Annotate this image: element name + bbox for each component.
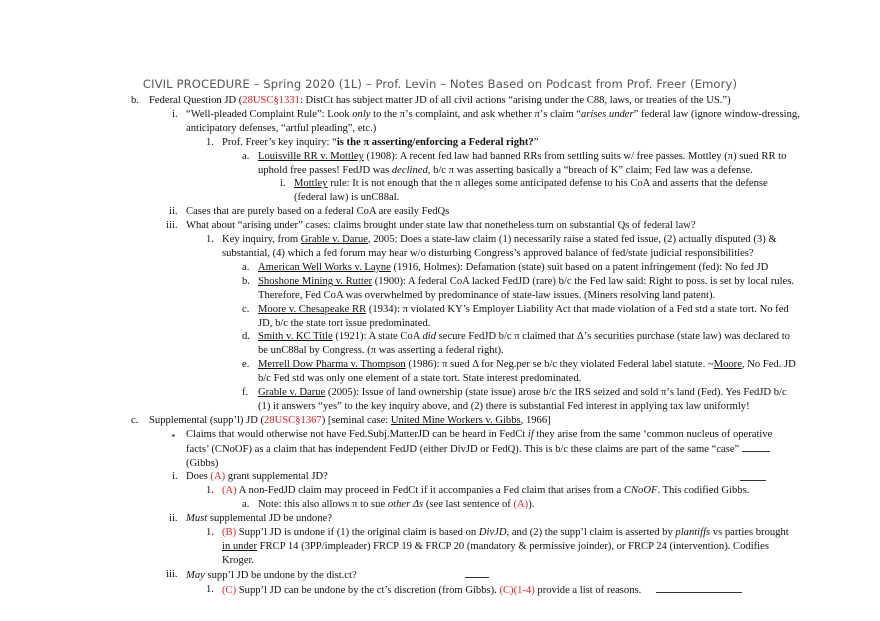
fill-in-blank [656,583,742,593]
list-marker: 1. [206,583,214,595]
outline-item-b-iii-1-a: a. American Well Works v. Layne (1916, Holmes): Defamation (state) suit based on a patent infringement (fed): No fed JD [242,261,769,273]
case-name: Moore v. Chesapeake RR [258,303,367,315]
list-marker: iii. [166,220,178,232]
subsection-ref: (A) [222,485,237,497]
outline-item-c-iii-1: 1. (C) Supp’l JD can be undone by the ct’s discretion (from Gibbs). (C)(1-4) provide a list of reasons. [0,583,880,598]
outline-item-b-iii-1-c: c. Moore v. Chesapeake RR (1934): π violated KY’s Employer Liability Act that made violation of a Fed std a state tort. No fed JD, b/c the state tort issue predominated. [242,303,789,329]
outline-item-c-bullet: ▪ Claims that would otherwise not have Fed.Subj.MatterJD can be heard in FedCt if they arise from the same ‘common nucleus of operative facts’ (CNoOF) as a claim that has independent FedJD (either DivJD or FedQ). This is b/c these claims are part of the same “case” (Gibbs) [172,428,773,469]
subsection-ref: (C) [222,584,237,596]
outline-item-b-i-1: 1. Prof. Freer’s key inquiry: “is the π asserting/enforcing a Federal right?” [206,136,539,148]
outline-item-c-ii: ii. Must supplemental JD be undone? [169,513,332,525]
statute-citation: 28USC§1367 [264,414,322,426]
outline-item-c-i-1-a: a. Note: this also allows π to sue other Δs (see last sentence of (A)). [242,499,535,511]
case-name: United Mine Workers v. Gibbs [390,414,521,426]
list-marker: c. [242,303,250,315]
outline-item-b-iii-1-b: b. Shoshone Mining v. Rutter (1900): A federal CoA lacked FedJD (rare) b/c the Fed law said: Right to poss. is set by local rules. Therefore, Fed CoA was overwhelmed by predominance of state-law issues. (Miners resolving land patent). [242,275,794,301]
outline-body [0,94,880,598]
outline-item-b-i-1-a-i: i. Mottley rule: It is not enough that the π alleges some anticipated defense to his CoA and asserts that the defense (federal law) is unC88al. [280,178,768,204]
list-marker: a. [242,499,250,511]
outline-item-c-i-1: 1. (A) A non-FedJD claim may proceed in FedCt if it accompanies a Fed claim that arises from a CNoOF. This codified Gibbs. [206,485,750,497]
fill-in-blank [742,442,770,452]
outline-item-b: b. Federal Question JD (28USC§1331: DistCt has subject matter JD of all civil actions “arising under the C88, laws, or treaties of the US.”) [131,95,731,106]
list-marker: d. [242,331,250,343]
subsection-ref: (A) [210,471,226,483]
list-marker: 1. [206,485,214,497]
case-name: Louisville RR v. Mottley [258,150,364,162]
case-name: Grable v. Darue [258,387,326,399]
list-marker: 1. [206,136,214,148]
list-marker: ii. [169,206,178,218]
fill-in-blank [465,568,489,578]
list-marker: c. [131,414,139,426]
list-marker: iii. [166,568,178,580]
outline-item-b-iii-1-e: e. Merrell Dow Pharma v. Thompson (1986): π sued Δ for Neg.per se b/c they violated Federal label statute. ~Moore, No Fed. JD b/c Fed std was only one element of a state tort. State interest predominated. [242,359,796,385]
outline-item-b-ii: ii. Cases that are purely based on a federal CoA are easily FedQs [169,206,450,218]
outline-item-b-i: i. “Well-pleaded Complaint Rule”: Look only to the π’s complaint, and ask whether π’s claim “arises under” federal law (ignore window-dressing, anticipatory defenses, “artful pleading”, etc.) [172,108,800,134]
subsection-ref: (A) [513,499,529,511]
outline-item-c: c. Supplemental (supp’l) JD (28USC§1367) [seminal case: United Mine Workers v. Gibbs, 1966] [131,414,551,426]
list-marker: a. [242,150,250,162]
outline-item-c-iii: iii. May supp’l JD be undone by the dist.ct? [0,568,880,583]
list-marker: a. [242,261,250,273]
list-marker: b. [242,275,250,287]
list-marker: 1. [206,527,214,539]
list-marker: f. [242,387,249,399]
list-marker: 1. [206,234,214,246]
outline-item-c-ii-1: 1. (B) Supp’l JD is undone if (1) the original claim is based on DivJD, and (2) the supp’l claim is asserted by plantiffs vs parties brought in under FRCP 14 (3PP/impleader) FRCP 19 & FRCP 20 (mandatory & permissive joinder), or FRCP 24 (intervention). Codifies Kroger. [206,527,789,566]
list-marker: e. [242,359,250,371]
subsection-ref: (C)(1-4) [499,584,535,596]
outline-item-b-iii-1-f: f. Grable v. Darue (2005): Issue of land ownership (state issue) arose b/c the IRS seized and sold π’s land (Fed). Yes FedJD b/c (1) it answers “yes” to the key inquiry above, and (2) there is substantial Fed interest in applying tax law uniformly! [242,387,787,412]
case-name: Shoshone Mining v. Rutter [258,275,373,287]
subsection-ref: (B) [222,527,237,539]
list-marker: i. [172,471,178,483]
list-marker: b. [131,95,139,106]
case-name: Mottley [294,178,328,190]
statute-citation: 28USC§1331 [242,95,300,106]
outline-item-b-i-1-a: a. Louisville RR v. Mottley (1908): A recent fed law had banned RRs from settling suits w/ free passes. Mottley (π) sued RR to uphold free passes! FedJD was declined, b/c π was asserting basically a “breach of K” claim; Fed law was a defense. [242,150,787,176]
list-marker: i. [172,108,178,120]
outline-item-b-iii-1: 1. Key inquiry, from Grable v. Darue, 2005: Does a state-law claim (1) necessarily raise a stated fed issue, (2) actually disputed (3) & substantial, (4) which a fed forum may hear w/o disturbing Congress’s approved balance of fed/state judicial responsibilities? [206,234,777,259]
list-marker: ii. [169,513,178,525]
fill-in-blank [740,471,766,481]
case-name: Merrell Dow Pharma v. Thompson [258,359,406,371]
case-name: Grable v. Darue [300,234,369,246]
page-header: CIVIL PROCEDURE – Spring 2020 (1L) – Prof. Levin – Notes Based on Podcast from Prof. Freer (Emory) [142,77,738,91]
case-name: American Well Works v. Layne [258,261,391,273]
list-marker: i. [280,178,286,190]
outline-item-b-iii: iii. What about “arising under” cases: claims brought under state law that nonetheless turn on substantial Qs of federal law? [166,220,696,232]
outline-item-c-i: i. Does (A) grant supplemental JD? [0,470,880,484]
case-name: Smith v. KC Title [258,331,333,343]
bullet-square-icon: ▪ [172,430,175,440]
outline-item-b-iii-1-d: d. Smith v. KC Title (1921): A state CoA did secure FedJD b/c π claimed that Δ’s securities purchase (state law) was declared to be unC88al by Congress. (π was asserting a federal right). [242,331,790,357]
